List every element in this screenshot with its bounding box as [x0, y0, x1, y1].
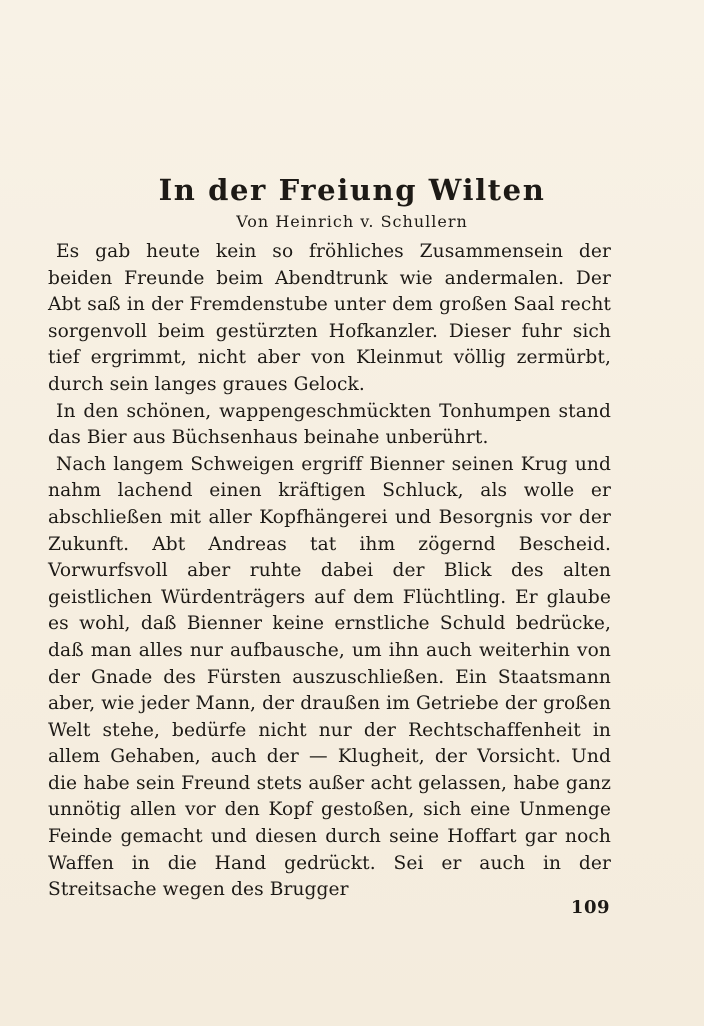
- author-byline: Von Heinrich v. Schullern: [236, 212, 468, 231]
- chapter-title: In der Freiung Wilten: [158, 173, 546, 207]
- paragraph: Nach langem Schweigen ergriff Bienner seinen Krug und nahm lachend einen kräftigen Schluck, als wolle er abschließen mit aller Kopfhängerei und Besorgnis vor der Zukunft. Abt Andreas tat ihm zögernd Bescheid. Vorwurfsvoll aber ruhte dabei der Blick des alten geistlichen Würdenträgers auf dem Flüchtling. Er glaube es wohl, daß Bienner keine ernstliche Schuld bedrücke, daß man alles nur aufbausche, um ihn auch weiterhin von der Gnade des Fürsten auszuschließen. Ein Staatsmann aber, wie jeder Mann, der draußen im Getriebe der großen Welt stehe, bedürfe nicht nur der Rechtschaffenheit in allem Gehaben, auch der — Klugheit, der Vorsicht. Und die habe sein Freund stets außer acht gelassen, habe ganz unnötig allen vor den Kopf gestoßen, sich eine Unmenge Feinde gemacht und diesen durch seine Hoffart gar noch Waffen in die Hand gedrückt. Sei er auch in der Streitsache wegen des Brugger: [48, 453, 611, 901]
- body-text: [48, 239, 611, 904]
- paragraph: Es gab heute kein so fröhliches Zusammensein der beiden Freunde beim Abendtrunk wie andermalen. Der Abt saß in der Fremdenstube unter dem großen Saal recht sorgenvoll beim gestürzten Hofkanzler. Dieser fuhr sich tief ergrimmt, nicht aber von Kleinmut völlig zermürbt, durch sein langes graues Gelock.: [48, 241, 611, 395]
- paragraph: In den schönen, wappengeschmückten Tonhumpen stand das Bier aus Büchsenhaus beinahe unberührt.: [48, 400, 611, 449]
- page-number: 109: [570, 897, 610, 918]
